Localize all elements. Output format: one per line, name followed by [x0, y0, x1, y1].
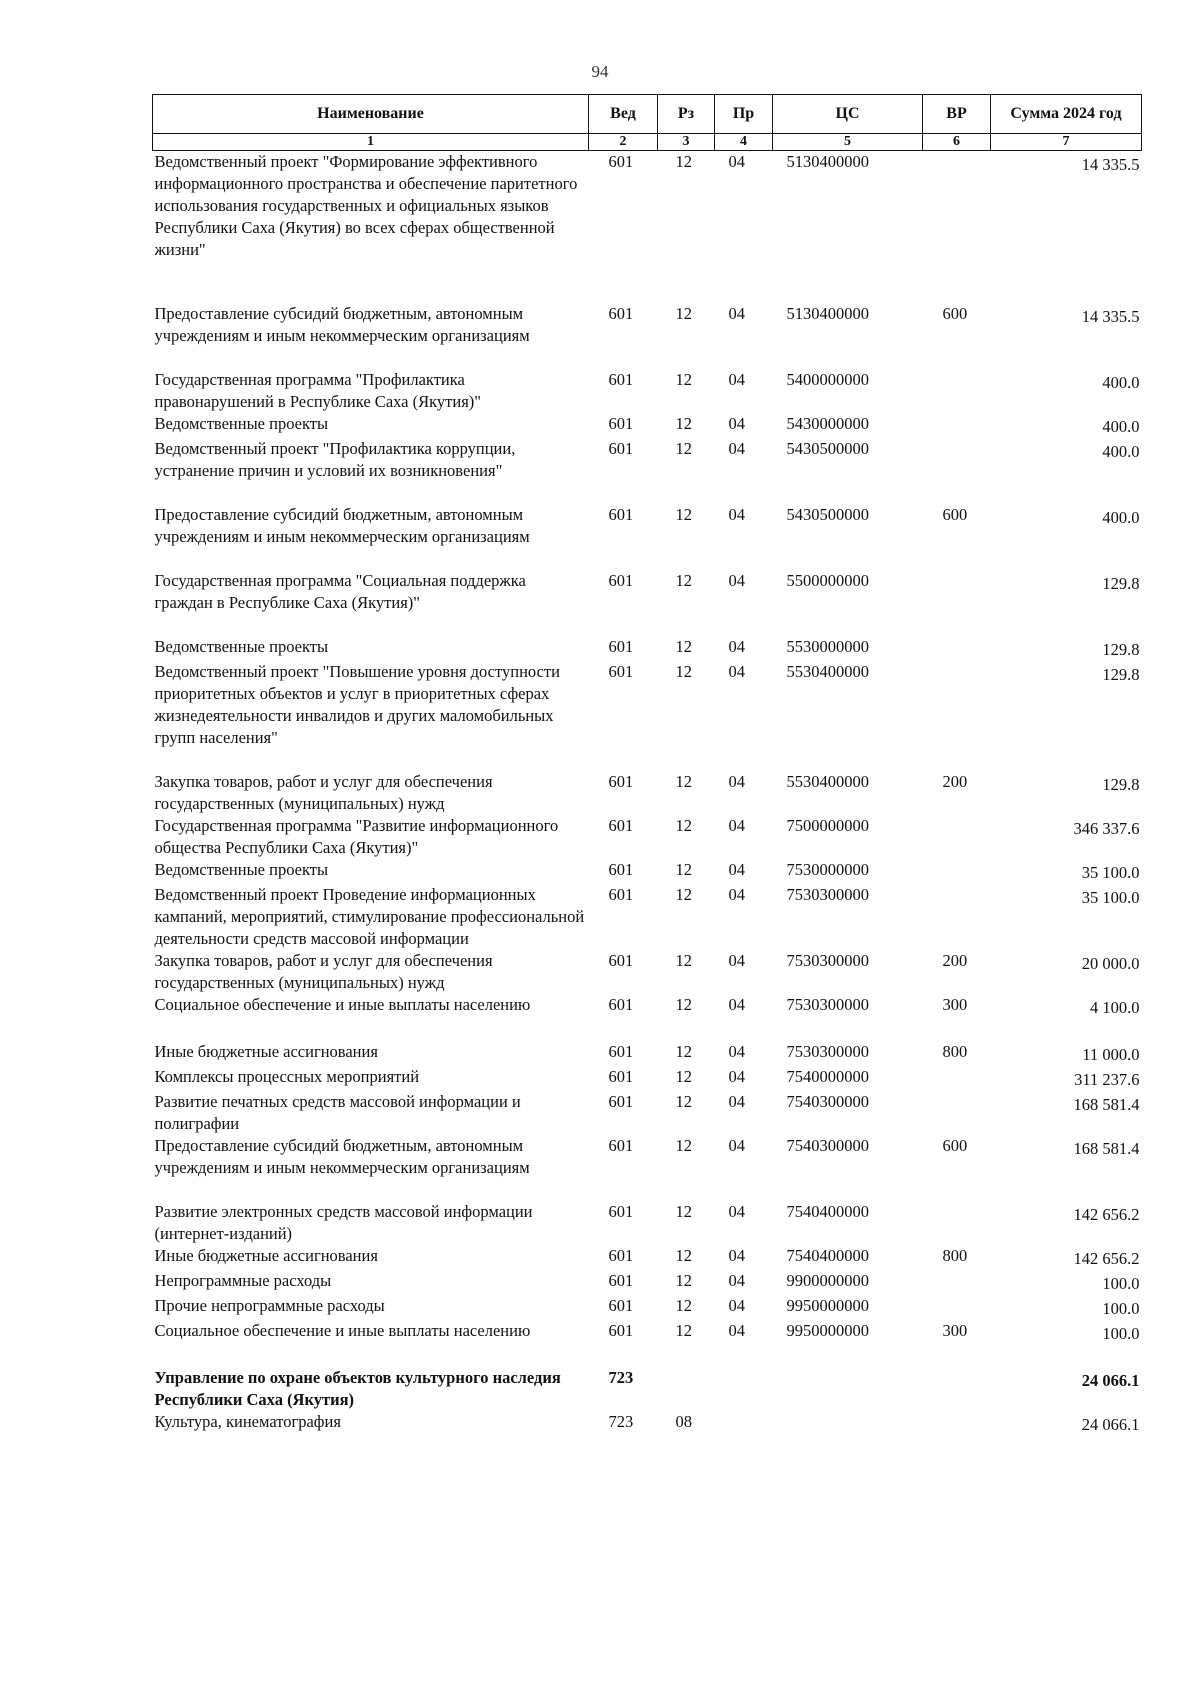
row-rz: 12	[675, 1092, 692, 1111]
table-row	[153, 950, 1142, 994]
row-name: Прочие непрограммные расходы	[154, 1296, 385, 1315]
table-row	[153, 413, 1142, 438]
row-ved: 601	[608, 1321, 634, 1340]
row-pr	[715, 1367, 773, 1411]
row-sum: 11 000.0	[1082, 1045, 1140, 1064]
page-number: 94	[591, 62, 609, 81]
row-name: Предоставление субсидий бюджетным, автономным учреждениям и иным некоммерческим организациям	[154, 304, 530, 345]
row-pr: 04	[728, 885, 745, 904]
row-cs: 5500000000	[786, 571, 869, 590]
row-pr: 04	[728, 1321, 745, 1340]
row-rz: 12	[675, 439, 692, 458]
table-row	[153, 994, 1142, 1041]
row-sum: 35 100.0	[1081, 863, 1140, 882]
row-vr	[923, 1270, 991, 1295]
row-name: Комплексы процессных мероприятий	[154, 1067, 420, 1086]
row-rz: 12	[675, 816, 692, 835]
row-pr: 04	[728, 1067, 745, 1086]
row-cs: 5530400000	[786, 662, 869, 681]
row-name: Иные бюджетные ассигнования	[154, 1042, 378, 1061]
row-vr: 600	[942, 304, 968, 323]
table-row	[153, 151, 1142, 304]
row-rz: 12	[675, 1136, 692, 1155]
row-name: Государственная программа "Социальная поддержка граждан в Республике Саха (Якутия)"	[154, 571, 526, 612]
row-rz: 12	[675, 1271, 692, 1290]
row-sum: 24 066.1	[1081, 1415, 1140, 1434]
column-number: 1	[153, 134, 589, 151]
row-name: Ведомственный проект "Повышение уровня доступности приоритетных объектов и услуг в приоритетных сферах жизнедеятельности инвалидов и других маломобильных групп населения"	[154, 662, 560, 747]
row-ved: 601	[608, 439, 634, 458]
row-ved: 723	[608, 1412, 634, 1431]
row-pr: 04	[728, 860, 745, 879]
table-row	[153, 636, 1142, 661]
row-cs: 5430000000	[786, 414, 869, 433]
row-rz: 12	[675, 637, 692, 656]
header-ved: Вед	[589, 95, 658, 134]
row-sum: 100.0	[1102, 1324, 1140, 1343]
row-vr	[923, 438, 991, 504]
column-number: 4	[715, 134, 773, 151]
row-vr	[923, 413, 991, 438]
row-cs: 7540400000	[786, 1202, 869, 1221]
column-number: 5	[773, 134, 923, 151]
row-vr	[923, 884, 991, 950]
row-sum: 14 335.5	[1081, 155, 1140, 174]
row-pr: 04	[728, 1246, 745, 1265]
row-cs: 9950000000	[786, 1321, 869, 1340]
row-sum: 400.0	[1102, 373, 1140, 392]
row-pr: 04	[728, 816, 745, 835]
row-ved: 601	[608, 885, 634, 904]
table-row	[153, 504, 1142, 570]
row-cs	[773, 1411, 923, 1436]
row-sum: 35 100.0	[1081, 888, 1140, 907]
table-row	[153, 1320, 1142, 1367]
row-ved: 601	[608, 414, 634, 433]
header-row	[153, 95, 1142, 134]
table-row	[153, 438, 1142, 504]
row-sum: 168 581.4	[1073, 1139, 1140, 1158]
row-sum: 142 656.2	[1073, 1205, 1140, 1224]
row-sum: 311 237.6	[1074, 1070, 1140, 1089]
row-ved: 601	[608, 1067, 634, 1086]
table-row	[153, 815, 1142, 859]
row-ved: 601	[608, 1246, 634, 1265]
row-pr: 04	[728, 1296, 745, 1315]
row-name: Ведомственный проект "Профилактика коррупции, устранение причин и условий их возникновения"	[154, 439, 516, 480]
row-cs: 9900000000	[786, 1271, 869, 1290]
row-ved: 601	[608, 662, 634, 681]
row-ved: 601	[608, 995, 634, 1014]
row-cs: 5400000000	[786, 370, 869, 389]
table-row	[153, 1066, 1142, 1091]
row-ved: 601	[608, 860, 634, 879]
table-row	[153, 1367, 1142, 1411]
table-row	[153, 884, 1142, 950]
row-pr: 04	[728, 304, 745, 323]
row-ved: 601	[608, 816, 634, 835]
row-sum: 400.0	[1102, 417, 1140, 436]
row-cs: 7530000000	[786, 860, 869, 879]
row-vr	[923, 661, 991, 771]
row-vr	[923, 636, 991, 661]
row-sum: 100.0	[1102, 1299, 1140, 1318]
row-pr: 04	[728, 1136, 745, 1155]
row-vr: 200	[942, 951, 968, 970]
row-rz: 12	[675, 1202, 692, 1221]
table-row	[153, 1295, 1142, 1320]
table-row	[153, 1041, 1142, 1066]
table-row	[153, 771, 1142, 815]
table-row	[153, 859, 1142, 884]
row-vr	[923, 570, 991, 636]
header-rz: Рз	[658, 95, 715, 134]
row-pr	[715, 1411, 773, 1436]
row-vr	[923, 1091, 991, 1135]
row-name: Управление по охране объектов культурного наследия Республики Саха (Якутия)	[154, 1368, 561, 1409]
row-ved: 601	[608, 1092, 634, 1111]
row-cs	[773, 1367, 923, 1411]
row-name: Социальное обеспечение и иные выплаты населению	[154, 995, 531, 1014]
row-name: Иные бюджетные ассигнования	[154, 1246, 378, 1265]
row-vr: 300	[942, 1321, 968, 1340]
row-pr: 04	[728, 1042, 745, 1061]
column-number: 2	[589, 134, 658, 151]
row-sum: 24 066.1	[1081, 1371, 1140, 1390]
row-vr: 800	[942, 1042, 968, 1061]
row-pr: 04	[728, 951, 745, 970]
row-name: Закупка товаров, работ и услуг для обеспечения государственных (муниципальных) нужд	[154, 772, 493, 813]
row-vr	[923, 1367, 991, 1411]
row-name: Государственная программа "Развитие информационного общества Республики Саха (Якутия)"	[154, 816, 559, 857]
row-sum: 100.0	[1102, 1274, 1140, 1293]
header-name: Наименование	[153, 95, 589, 134]
row-ved: 601	[608, 1202, 634, 1221]
column-number: 6	[923, 134, 991, 151]
row-sum: 129.8	[1102, 775, 1140, 794]
row-sum: 14 335.5	[1081, 307, 1140, 326]
table-row	[153, 661, 1142, 771]
row-pr: 04	[728, 1092, 745, 1111]
row-name: Ведомственный проект "Формирование эффективного информационного пространства и обеспечение паритетного использования государственных и официальных языков Республики Саха (Якутия) во всех сферах общественной жизни"	[154, 152, 578, 259]
table-row	[153, 1270, 1142, 1295]
header-vr: ВР	[923, 95, 991, 134]
row-pr: 04	[728, 995, 745, 1014]
row-cs: 5130400000	[786, 152, 869, 171]
table-row	[153, 1245, 1142, 1270]
row-pr: 04	[728, 1202, 745, 1221]
column-number-row	[153, 134, 1142, 151]
row-pr: 04	[728, 414, 745, 433]
row-rz: 12	[675, 1296, 692, 1315]
row-pr: 04	[728, 1271, 745, 1290]
row-pr: 04	[728, 505, 745, 524]
row-sum: 400.0	[1102, 442, 1140, 461]
row-name: Культура, кинематография	[154, 1412, 341, 1431]
row-name: Развитие электронных средств массовой информации (интернет-изданий)	[154, 1202, 533, 1243]
row-sum: 168 581.4	[1073, 1095, 1140, 1114]
row-ved: 601	[608, 1296, 634, 1315]
row-rz: 12	[675, 414, 692, 433]
table-row	[153, 1091, 1142, 1135]
column-number: 7	[991, 134, 1142, 151]
row-vr	[923, 1201, 991, 1245]
row-name: Непрограммные расходы	[154, 1271, 332, 1290]
table-row	[153, 369, 1142, 413]
row-rz: 12	[675, 152, 692, 171]
table-row	[153, 1135, 1142, 1201]
table-row	[153, 570, 1142, 636]
row-rz: 12	[675, 885, 692, 904]
row-name: Предоставление субсидий бюджетным, автономным учреждениям и иным некоммерческим организациям	[154, 505, 530, 546]
row-cs: 7530300000	[786, 885, 869, 904]
row-pr: 04	[728, 439, 745, 458]
row-ved: 601	[608, 951, 634, 970]
header-pr: Пр	[715, 95, 773, 134]
table-row	[153, 1201, 1142, 1245]
row-vr: 300	[942, 995, 968, 1014]
row-sum: 400.0	[1102, 508, 1140, 527]
row-pr: 04	[728, 152, 745, 171]
row-vr: 600	[942, 1136, 968, 1155]
row-name: Предоставление субсидий бюджетным, автономным учреждениям и иным некоммерческим организациям	[154, 1136, 530, 1177]
row-rz: 12	[675, 860, 692, 879]
row-name: Ведомственный проект Проведение информационных кампаний, мероприятий, стимулирование профессиональной деятельности средств массовой информации	[154, 885, 585, 948]
row-cs: 7530300000	[786, 1042, 869, 1061]
row-ved: 601	[608, 1271, 634, 1290]
row-sum: 142 656.2	[1073, 1249, 1140, 1268]
row-sum: 346 337.6	[1073, 819, 1140, 838]
row-cs: 7530300000	[786, 951, 869, 970]
row-cs: 7540400000	[786, 1246, 869, 1265]
header-sum: Сумма 2024 год	[991, 95, 1142, 134]
row-rz: 12	[675, 662, 692, 681]
row-rz: 12	[675, 370, 692, 389]
row-rz: 12	[675, 1067, 692, 1086]
row-name: Закупка товаров, работ и услуг для обеспечения государственных (муниципальных) нужд	[154, 951, 493, 992]
row-rz: 12	[675, 304, 692, 323]
row-name: Социальное обеспечение и иные выплаты населению	[154, 1321, 531, 1340]
row-ved: 601	[608, 571, 634, 590]
row-ved: 601	[608, 772, 634, 791]
row-name: Развитие печатных средств массовой информации и полиграфии	[154, 1092, 521, 1133]
row-vr	[923, 815, 991, 859]
row-rz: 12	[675, 995, 692, 1014]
row-name: Ведомственные проекты	[154, 414, 329, 433]
table-body	[153, 151, 1142, 1437]
budget-table-container	[152, 94, 1141, 1436]
row-cs: 5430500000	[786, 439, 869, 458]
row-vr: 800	[942, 1246, 968, 1265]
row-rz: 12	[675, 772, 692, 791]
row-cs: 5530000000	[786, 637, 869, 656]
row-rz: 08	[675, 1412, 692, 1431]
row-rz: 12	[675, 1042, 692, 1061]
row-sum: 4 100.0	[1090, 998, 1140, 1017]
row-pr: 04	[728, 370, 745, 389]
row-vr	[923, 151, 991, 304]
row-cs: 5530400000	[786, 772, 869, 791]
budget-table	[152, 94, 1142, 1436]
row-cs: 7530300000	[786, 995, 869, 1014]
row-name: Государственная программа "Профилактика правонарушений в Республике Саха (Якутия)"	[154, 370, 482, 411]
row-ved: 601	[608, 637, 634, 656]
row-ved: 601	[608, 505, 634, 524]
table-row	[153, 303, 1142, 369]
row-vr	[923, 1411, 991, 1436]
row-rz: 12	[675, 1246, 692, 1265]
row-ved: 601	[608, 1042, 634, 1061]
row-pr: 04	[728, 571, 745, 590]
row-ved: 601	[608, 152, 634, 171]
row-sum: 129.8	[1102, 574, 1140, 593]
table-row	[153, 1411, 1142, 1436]
row-cs: 9950000000	[786, 1296, 869, 1315]
row-cs: 7500000000	[786, 816, 869, 835]
row-cs: 7540300000	[786, 1092, 869, 1111]
row-ved: 723	[608, 1368, 634, 1387]
row-rz	[658, 1367, 715, 1411]
row-cs: 5130400000	[786, 304, 869, 323]
row-cs: 7540000000	[786, 1067, 869, 1086]
row-rz: 12	[675, 1321, 692, 1340]
row-ved: 601	[608, 370, 634, 389]
row-name: Ведомственные проекты	[154, 637, 329, 656]
row-pr: 04	[728, 637, 745, 656]
row-rz: 12	[675, 505, 692, 524]
row-pr: 04	[728, 772, 745, 791]
column-number: 3	[658, 134, 715, 151]
row-sum: 20 000.0	[1081, 954, 1140, 973]
row-ved: 601	[608, 1136, 634, 1155]
row-sum: 129.8	[1102, 640, 1140, 659]
row-vr: 600	[942, 505, 968, 524]
row-cs: 7540300000	[786, 1136, 869, 1155]
row-name: Ведомственные проекты	[154, 860, 329, 879]
row-ved: 601	[608, 304, 634, 323]
row-vr	[923, 369, 991, 413]
row-vr	[923, 1066, 991, 1091]
row-pr: 04	[728, 662, 745, 681]
row-vr	[923, 1295, 991, 1320]
header-cs: ЦС	[773, 95, 923, 134]
row-rz: 12	[675, 951, 692, 970]
row-vr	[923, 859, 991, 884]
row-cs: 5430500000	[786, 505, 869, 524]
row-rz: 12	[675, 571, 692, 590]
row-sum: 129.8	[1102, 665, 1140, 684]
row-vr: 200	[942, 772, 968, 791]
